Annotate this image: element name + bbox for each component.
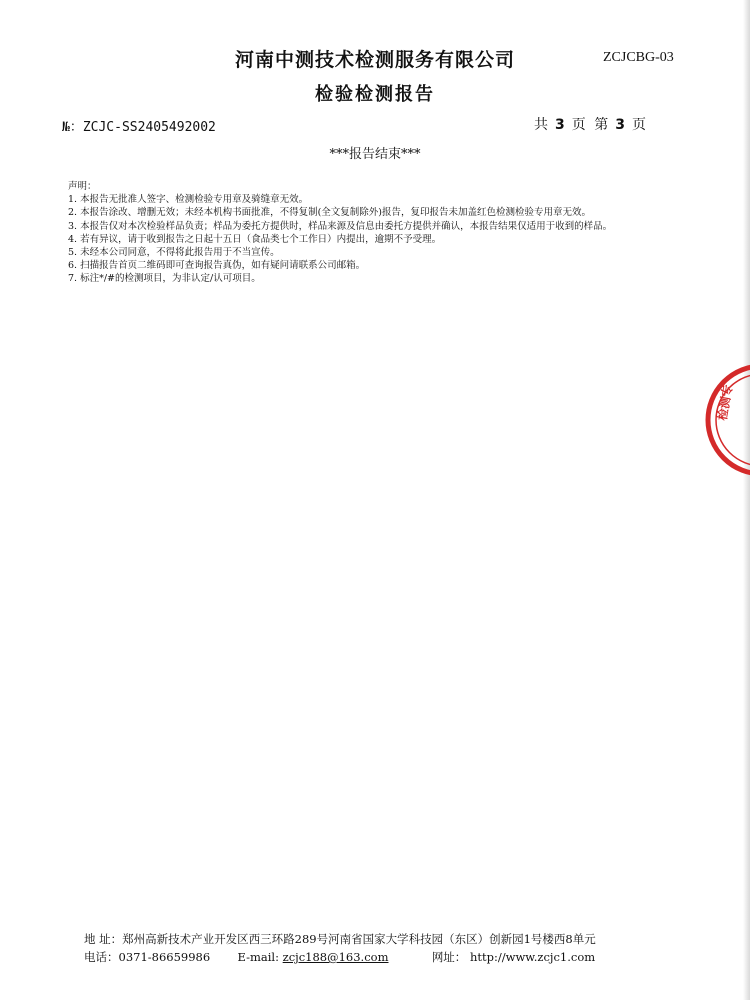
report-number-value: ZCJC-SS2405492002 (82, 120, 216, 135)
statement-item: 6. 扫描报告首页二维码即可查询报告真伪，如有疑问请联系公司邮箱。 (68, 260, 366, 272)
current-page: 3 (615, 117, 625, 133)
company-name: 河南中测技术检测服务有限公司 (234, 49, 515, 71)
report-title: 检验检测报告 (315, 84, 435, 105)
form-code: ZCJCBG-03 (603, 50, 674, 65)
report-end-mark: ***报告结束*** (329, 147, 421, 162)
footer-email-link[interactable]: zcjc188@163.com (282, 950, 389, 964)
statement-item: 5. 未经本公司同意，不得将此报告用于不当宣传。 (68, 247, 280, 259)
seal-text: 检测专 (715, 383, 736, 422)
statement-item: 1. 本报告无批准人签字、检测检验专用章及骑缝章无效。 (68, 194, 309, 206)
footer (84, 930, 596, 966)
page-word: 页 (631, 117, 646, 133)
report-number-label: №： (62, 120, 83, 135)
footer-address: 地 址：郑州高新技术产业开发区西三环路289号河南省国家大学科技园（东区）创新园1号楼西8单元 (84, 932, 596, 946)
statement-item: 7. 标注*/#的检测项目，为非认定/认可项目。 (68, 273, 261, 285)
statement-item: 2. 本报告涂改、增删无效；未经本机构书面批准，不得复制(全文复制除外)报告，复印报告未加盖红色检测检验专用章无效。 (68, 207, 591, 219)
total-pages: 3 (555, 117, 565, 133)
footer-contact-row (84, 948, 596, 966)
statement-section (68, 180, 718, 286)
footer-phone: 电话：0371-86659986 (84, 950, 211, 964)
report-number (62, 116, 216, 135)
page-count (532, 114, 648, 134)
footer-website[interactable]: 网址： http://www.zcjc1.com (431, 950, 596, 964)
statement-item: 3. 本报告仅对本次检验样品负责；样品为委托方提供时，样品来源及信息由委托方提供并确认，本报告结果仅适用于收到的样品。 (68, 220, 613, 232)
statement-item: 4. 若有异议，请于收到报告之日起十五日（食品类七个工作日）内提出，逾期不予受理。 (68, 233, 442, 245)
current-prefix: 第 (594, 117, 609, 133)
page-word: 页 (571, 117, 586, 133)
red-seal-stamp (700, 360, 750, 480)
footer-email-label: E-mail: (237, 950, 279, 964)
total-prefix: 共 (534, 117, 548, 133)
statement-title: 声明： (68, 181, 97, 192)
